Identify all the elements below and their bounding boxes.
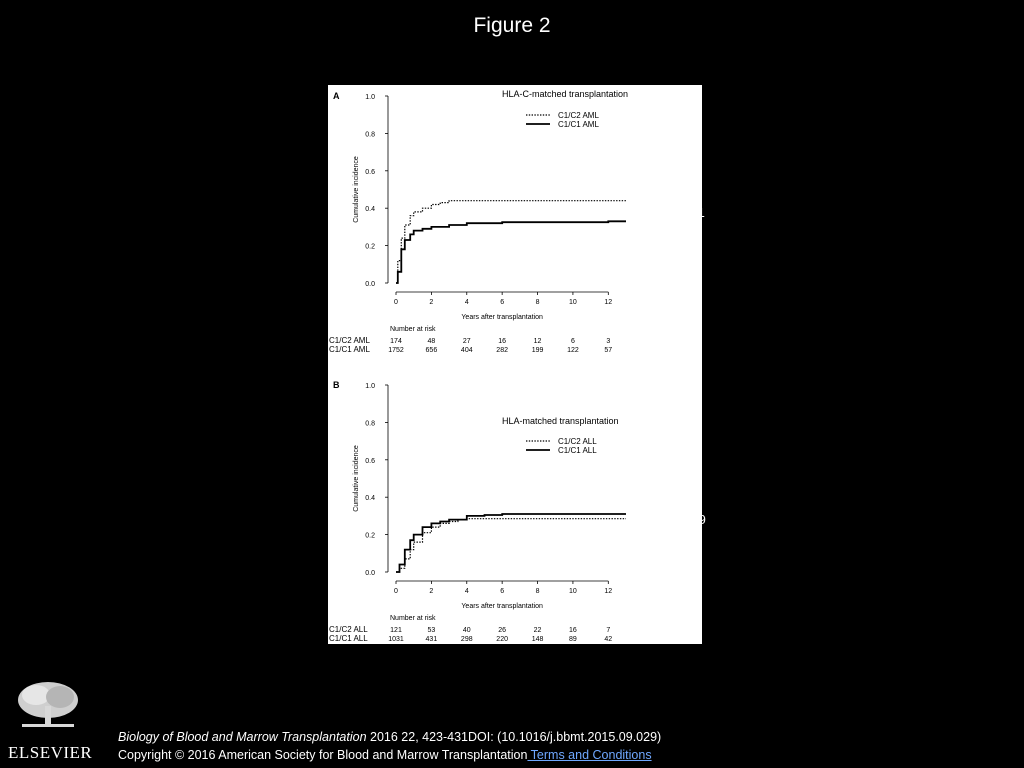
panel-a-x-tick-label: 12: [604, 299, 613, 306]
panel-b-risk-value: 26: [498, 627, 507, 634]
panel-b-series-c1-c1-all: [396, 514, 626, 572]
figure-chart: [328, 85, 702, 644]
p-value-a: P = .011: [644, 203, 705, 220]
panel-a-x-tick-label: 8: [535, 299, 540, 306]
panel-b-risk-value: 53: [427, 627, 436, 634]
panel-a-y-tick-label: 0.8: [365, 131, 375, 139]
panel-b-risk-value: 121: [390, 627, 402, 634]
copyright: [118, 748, 652, 762]
panel-a-label: A: [333, 91, 340, 101]
panel-a-y-tick-label: 0.6: [365, 168, 375, 176]
panel-b-risk-value: 40: [462, 627, 471, 634]
panel-a-risk-value: 282: [496, 347, 508, 354]
panel-a-x-axis-title: Years after transplantation: [461, 314, 543, 321]
panel-a-y-tick-label: 1.0: [365, 94, 375, 101]
panel-a-risk-table-header: Number at risk: [390, 326, 436, 333]
panel-b-risk-row-label: C1/C1 ALL: [329, 634, 368, 643]
panel-a-legend-label: C1/C2 AML: [558, 111, 599, 120]
citation: [118, 730, 661, 744]
panel-a-risk-value: 199: [531, 347, 544, 354]
panel-a-series-c1-c2-aml: [396, 201, 626, 283]
panel-a-risk-value: 122: [567, 347, 579, 354]
elsevier-wordmark: ELSEVIER: [8, 743, 93, 762]
panel-a-x-tick-label: 6: [500, 299, 505, 306]
panel-b-risk-value: 1031: [388, 636, 404, 643]
panel-b-x-tick-label: 8: [535, 588, 540, 595]
panel-a-x-tick-label: 0: [394, 299, 398, 306]
panel-a-risk-value: 174: [390, 338, 402, 345]
panel-a-risk-value: 27: [462, 338, 471, 345]
panel-b-risk-value: 22: [533, 627, 542, 634]
slide-title: Figure 2: [473, 14, 551, 37]
panel-b-legend-label: C1/C1 ALL: [558, 446, 597, 455]
panel-b-y-tick-label: 0.4: [365, 495, 375, 503]
figure-panel: [328, 85, 702, 644]
panel-b-risk-value: 148: [531, 636, 544, 643]
citation-details: 2016 22, 423-431DOI: (10.1016/j.bbmt.2015.09.029): [366, 730, 662, 744]
panel-a-risk-row-label: C1/C2 AML: [329, 336, 370, 345]
panel-b-y-axis-title: Cumulative incidence: [353, 445, 360, 512]
panel-b-x-tick-label: 0: [394, 588, 398, 595]
panel-b-label: B: [333, 380, 340, 390]
elsevier-logo: [8, 680, 92, 763]
panel-b-x-tick-label: 2: [429, 588, 434, 595]
panel-b-legend-label: C1/C2 ALL: [558, 437, 597, 446]
panel-b-risk-value: 298: [460, 636, 473, 643]
panel-b-risk-value: 220: [496, 636, 508, 643]
panel-a-x-tick-label: 10: [569, 299, 577, 306]
panel-a-risk-value: 3: [606, 338, 611, 345]
citation-journal: Biology of Blood and Marrow Transplantation: [118, 730, 367, 744]
panel-a-risk-value: 1752: [388, 347, 404, 354]
panel-b-risk-value: 7: [606, 627, 611, 634]
panel-b-risk-value: 42: [604, 636, 613, 643]
panel-a-title: HLA-C-matched transplantation: [502, 89, 629, 99]
panel-a-y-tick-label: 0.2: [365, 243, 375, 251]
elsevier-tree-logo-icon: [8, 680, 88, 742]
panel-a-legend-label: C1/C1 AML: [558, 120, 599, 129]
panel-b-risk-value: 89: [569, 636, 577, 643]
panel-a-x-tick-label: 2: [429, 299, 434, 306]
panel-b-y-tick-label: 1.0: [365, 383, 375, 390]
panel-b-y-tick-label: 0.6: [365, 457, 375, 465]
panel-a-risk-value: 16: [498, 338, 507, 345]
panel-b-y-tick-label: 0.0: [365, 570, 375, 577]
panel-a-series-c1-c1-aml: [396, 221, 626, 283]
panel-a-y-tick-label: 0.4: [365, 206, 375, 214]
panel-b-x-tick-label: 10: [569, 588, 577, 595]
panel-a-risk-value: 57: [604, 347, 613, 354]
panel-a-risk-value: 12: [533, 338, 542, 345]
terms-and-conditions-link[interactable]: Terms and Conditions: [527, 748, 652, 762]
panel-a-y-axis-title: Cumulative incidence: [353, 156, 360, 223]
panel-a-risk-value: 6: [570, 338, 575, 345]
panel-a-risk-value: 656: [425, 347, 438, 354]
panel-b-risk-value: 431: [425, 636, 438, 643]
panel-b-y-tick-label: 0.2: [365, 532, 375, 540]
panel-b-title: HLA-matched transplantation: [502, 416, 619, 426]
panel-b-risk-value: 16: [569, 627, 577, 634]
panel-a-y-tick-label: 0.0: [365, 281, 375, 288]
panel-b-x-axis-title: Years after transplantation: [461, 603, 543, 610]
p-value-b: P = .619: [644, 510, 706, 527]
p-value-a-text: = .011: [669, 205, 705, 220]
panel-a-risk-row-label: C1/C1 AML: [329, 345, 370, 354]
panel-b-x-tick-label: 12: [604, 588, 613, 595]
panel-b-y-tick-label: 0.8: [365, 420, 375, 428]
panel-a-x-tick-label: 4: [464, 299, 469, 306]
copyright-text: Copyright © 2016 American Society for Blood and Marrow Transplantation: [118, 748, 528, 762]
panel-b-x-tick-label: 4: [464, 588, 469, 595]
panel-b-x-tick-label: 6: [500, 588, 505, 595]
panel-a-risk-value: 404: [460, 347, 473, 354]
panel-a-risk-value: 48: [427, 338, 436, 345]
p-value-b-text: = .619: [669, 512, 706, 527]
panel-b-risk-row-label: C1/C2 ALL: [329, 625, 368, 634]
panel-b-risk-table-header: Number at risk: [390, 615, 436, 622]
